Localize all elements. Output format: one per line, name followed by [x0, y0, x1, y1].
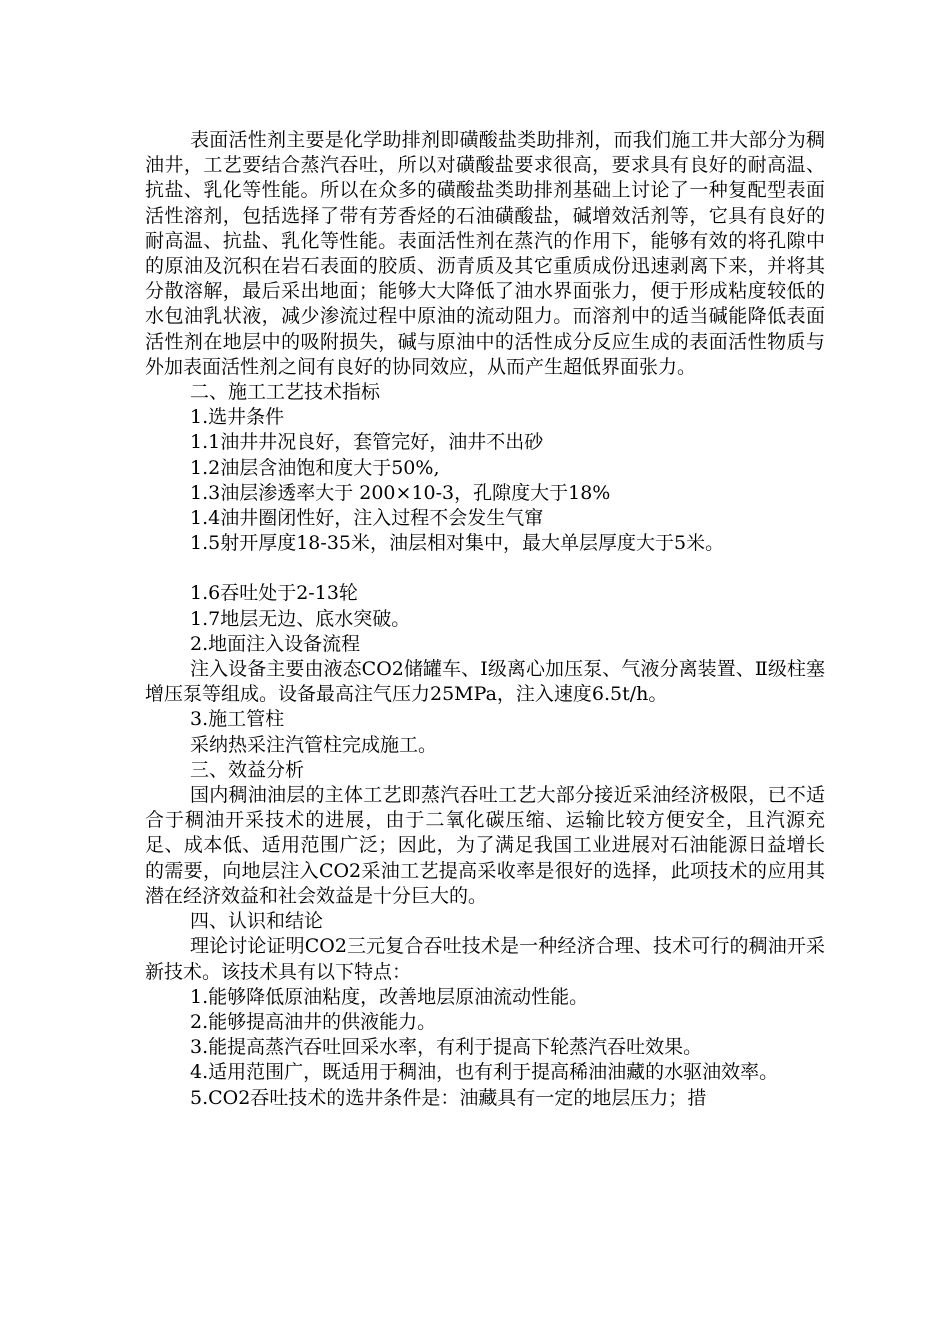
list-item-1-5: 1.5射开厚度18-35米，油层相对集中，最大单层厚度大于5米。 — [190, 532, 725, 555]
list-item-1-4: 1.4油井圈闭性好，注入过程不会发生气窜 — [190, 507, 544, 530]
list-item-1-7: 1.7地层无边、底水突破。 — [190, 607, 411, 630]
heading-benefit-analysis: 三、效益分析 — [190, 758, 305, 781]
document-body — [145, 128, 825, 1111]
list-item-1-3: 1.3油层渗透率大于 200×10-3，孔隙度大于18% — [190, 481, 611, 504]
list-item-1-2: 1.2油层含油饱和度大于50%, — [190, 456, 440, 479]
list-item-1-6: 1.6吞吐处于2-13轮 — [190, 582, 358, 605]
list-item-1-1: 1.1油井井况良好，套管完好，油井不出砂 — [190, 431, 544, 454]
paragraph-spacer — [145, 556, 825, 581]
paragraph-pipe-string: 采纳热采注汽管柱完成施工。 — [190, 733, 438, 756]
conclusion-item-2: 2.能够提高油井的供液能力。 — [190, 1010, 437, 1033]
conclusion-item-3: 3.能提高蒸汽吞吐回采水率，有利于提高下轮蒸汽吞吐效果。 — [190, 1036, 703, 1059]
paragraph-benefit: 国内稠油油层的主体工艺即蒸汽吞吐工艺大部分接近采油经济极限，已不适合于稠油开采技术的进展，由于二氧化碳压缩、运输比较方便安全，且汽源充足、成本低、适用范围广泛；因此，为了满足我国工业进展对石油能源日益增长的需要，向地层注入CO2采油工艺提高采收率是很好的选择，此项技术的应用其潜在经济效益和社会效益是十分巨大的。 — [145, 784, 825, 907]
paragraph-equipment: 注入设备主要由液态CO2储罐车、Ⅰ级离心加压泵、气液分离装置、Ⅱ级柱塞增压泵等组成。设备最高注气压力25MPa，注入速度6.5t/h。 — [145, 658, 825, 706]
paragraph-conclusion-intro: 理论讨论证明CO2三元复合吞吐技术是一种经济合理、技术可行的稠油开采新技术。该技术具有以下特点： — [145, 935, 825, 983]
heading-well-selection: 1.选井条件 — [190, 406, 285, 429]
heading-equipment-flow: 2.地面注入设备流程 — [190, 632, 361, 655]
conclusion-item-1: 1.能够降低原油粘度，改善地层原油流动性能。 — [190, 985, 589, 1008]
heading-pipe-string: 3.施工管柱 — [190, 708, 285, 731]
paragraph-surfactant-intro: 表面活性剂主要是化学助排剂即磺酸盐类助排剂，而我们施工井大部分为稠油井，工艺要结合蒸汽吞吐，所以对磺酸盐要求很高，要求具有良好的耐高温、抗盐、乳化等性能。所以在众多的磺酸盐类助排剂基础上讨论了一种复配型表面活性溶剂，包括选择了带有芳香烃的石油磺酸盐，碱增效活剂等，它具有良好的耐高温、抗盐、乳化等性能。表面活性剂在蒸汽的作用下，能够有效的将孔隙中的原油及沉积在岩石表面的胶质、沥青质及其它重质成份迅速剥离下来，并将其分散溶解，最后采出地面；能够大大降低了油水界面张力，便于形成粘度较低的水包油乳状液，减少渗流过程中原油的流动阻力。而溶剂中的适当碱能降低表面活性剂在地层中的吸附损失，碱与原油中的活性成分反应生成的表面活性物质与外加表面活性剂之间有良好的协同效应，从而产生超低界面张力。 — [145, 129, 825, 378]
conclusion-item-5: 5.CO2吞吐技术的选井条件是：油藏具有一定的地层压力；措 — [190, 1086, 707, 1109]
heading-conclusions: 四、认识和结论 — [190, 910, 324, 933]
conclusion-item-4: 4.适用范围广，既适用于稠油，也有利于提高稀油油藏的水驱油效率。 — [190, 1061, 779, 1084]
heading-construction-indicators: 二、施工工艺技术指标 — [190, 381, 381, 404]
